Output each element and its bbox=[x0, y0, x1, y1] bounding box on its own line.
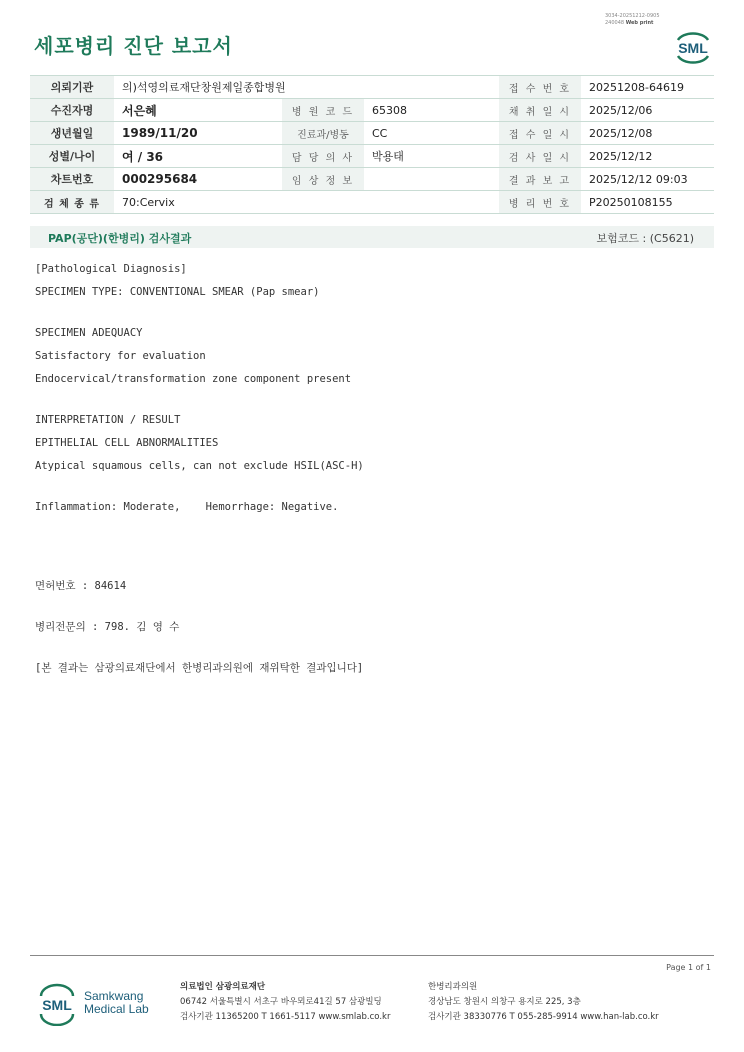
report-line: Atypical squamous cells, can not exclude HSIL(ASC-H) bbox=[35, 460, 364, 472]
print-id: 3034-20251212-0905 bbox=[605, 13, 660, 19]
value-birth-date: 1989/11/20 bbox=[114, 122, 282, 145]
report-line: [Pathological Diagnosis] bbox=[35, 263, 187, 275]
report-title: 세포병리 진단 보고서 bbox=[34, 34, 233, 58]
value-specimen-type: 70:Cervix bbox=[114, 191, 499, 214]
label-requester: 의뢰기관 bbox=[30, 76, 114, 99]
value-clinical-info bbox=[364, 168, 499, 191]
info-row bbox=[30, 122, 714, 145]
value-receipt-date: 2025/12/08 bbox=[581, 122, 714, 145]
label-receipt-date: 접 수 일 시 bbox=[499, 122, 581, 145]
info-row bbox=[30, 191, 714, 214]
value-patient-name: 서은혜 bbox=[114, 99, 282, 122]
brand-name: Samkwang Medical Lab bbox=[84, 989, 149, 1016]
label-doctor: 담 당 의 사 bbox=[282, 145, 364, 168]
label-birth-date: 생년월일 bbox=[30, 122, 114, 145]
value-doctor: 박용태 bbox=[364, 145, 499, 168]
label-clinical-info: 임 상 정 보 bbox=[282, 168, 364, 191]
label-sex-age: 성별/나이 bbox=[30, 145, 114, 168]
report-line: Satisfactory for evaluation bbox=[35, 350, 206, 362]
footer-hanlab-contact: 검사기관 38330776 T 055-285-9914 www.han-lab.co.kr bbox=[428, 1012, 659, 1022]
svg-text:SML: SML bbox=[678, 40, 708, 56]
footer-hanlab-name: 한병리과의원 bbox=[428, 982, 478, 992]
license-number: 면허번호 : 84614 bbox=[35, 580, 127, 592]
svg-text:SML: SML bbox=[42, 997, 72, 1013]
label-department: 진료과/병동 bbox=[282, 122, 364, 145]
footer-samkwang-address: 06742 서울특별시 서초구 바우뫼로41길 57 삼광빌딩 bbox=[180, 997, 382, 1007]
outsourcing-note: [본 결과는 삼광의료재단에서 한병리과의원에 재위탁한 결과입니다] bbox=[35, 662, 364, 674]
footer-samkwang-contact: 검사기관 11365200 T 1661-5117 www.smlab.co.kr bbox=[180, 1012, 391, 1022]
insurance-code: 보험코드 : (C5621) bbox=[596, 232, 694, 245]
info-row bbox=[30, 76, 714, 99]
value-report-date: 2025/12/12 09:03 bbox=[581, 168, 714, 191]
samkwang-logo bbox=[36, 980, 78, 1026]
result-section-header bbox=[30, 226, 714, 248]
value-chart-no: 000295684 bbox=[114, 168, 282, 191]
print-meta bbox=[605, 13, 660, 27]
label-test-date: 검 사 일 시 bbox=[499, 145, 581, 168]
label-collection-date: 채 취 일 시 bbox=[499, 99, 581, 122]
footer-hanlab-info bbox=[428, 980, 659, 1025]
value-requester: 의)석영의료재단창원제일종합병원 bbox=[114, 76, 499, 99]
label-hospital-code: 병 원 코 드 bbox=[282, 99, 364, 122]
label-specimen-type: 검 체 종 류 bbox=[30, 191, 114, 214]
report-line: INTERPRETATION / RESULT bbox=[35, 414, 181, 426]
info-row bbox=[30, 168, 714, 191]
print-code: 240048 bbox=[605, 20, 625, 26]
sml-logo bbox=[672, 28, 714, 64]
report-line: SPECIMEN TYPE: CONVENTIONAL SMEAR (Pap smear) bbox=[35, 286, 320, 298]
value-collection-date: 2025/12/06 bbox=[581, 99, 714, 122]
label-accession-no: 접 수 번 호 bbox=[499, 76, 581, 99]
value-pathology-no: P20250108155 bbox=[581, 191, 714, 214]
report-line: EPITHELIAL CELL ABNORMALITIES bbox=[35, 437, 219, 449]
value-department: CC bbox=[364, 122, 499, 145]
footer-hanlab-address: 경상남도 창원시 의창구 용지로 225, 3층 bbox=[428, 997, 581, 1007]
report-line: Inflammation: Moderate, Hemorrhage: Negative. bbox=[35, 501, 339, 513]
page-number: Page 1 of 1 bbox=[666, 963, 711, 972]
info-row bbox=[30, 99, 714, 122]
section-title: PAP(공단)(한병리) 검사결과 bbox=[48, 232, 192, 245]
patient-info-table bbox=[30, 75, 714, 214]
pathologist: 병리전문의 : 798. 김 영 수 bbox=[35, 621, 180, 633]
print-label: Web print bbox=[625, 20, 654, 26]
value-sex-age: 여 / 36 bbox=[114, 145, 282, 168]
footer-samkwang-info bbox=[180, 980, 390, 1025]
report-body bbox=[35, 258, 715, 680]
label-patient-name: 수진자명 bbox=[30, 99, 114, 122]
label-report-date: 결 과 보 고 bbox=[499, 168, 581, 191]
value-accession-no: 20251208-64619 bbox=[581, 76, 714, 99]
value-hospital-code: 65308 bbox=[364, 99, 499, 122]
footer-divider bbox=[30, 955, 714, 956]
info-row bbox=[30, 145, 714, 168]
footer-samkwang-name: 의료법인 삼광의료재단 bbox=[180, 982, 266, 992]
label-chart-no: 차트번호 bbox=[30, 168, 114, 191]
label-pathology-no: 병 리 번 호 bbox=[499, 191, 581, 214]
value-test-date: 2025/12/12 bbox=[581, 145, 714, 168]
report-line: Endocervical/transformation zone component present bbox=[35, 373, 352, 385]
report-line: SPECIMEN ADEQUACY bbox=[35, 327, 143, 339]
